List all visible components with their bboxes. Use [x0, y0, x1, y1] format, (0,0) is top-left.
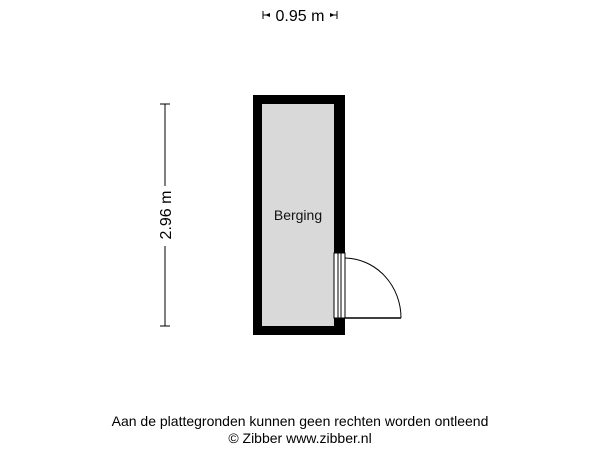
room-label-berging: Berging	[273, 207, 323, 223]
wall-left	[253, 95, 262, 335]
wall-right-lower	[334, 318, 345, 335]
width-dimension-label: 0.95 m	[275, 8, 325, 25]
width-dimension-left-arrow	[265, 13, 270, 17]
door-swing-arc	[345, 258, 401, 318]
wall-top	[253, 95, 345, 104]
width-dimension-right-arrow	[330, 13, 335, 17]
room-berging	[253, 95, 401, 335]
wall-right-upper	[334, 95, 345, 253]
door-frame	[334, 253, 345, 318]
footer-credit: © Zibber www.zibber.nl	[228, 430, 372, 446]
width-dimension	[263, 8, 337, 25]
footer-disclaimer: Aan de plattegronden kunnen geen rechten worden ontleend	[111, 413, 489, 429]
height-dimension	[158, 104, 175, 326]
height-dimension-label: 2.96 m	[158, 190, 175, 240]
wall-bottom	[253, 326, 345, 335]
